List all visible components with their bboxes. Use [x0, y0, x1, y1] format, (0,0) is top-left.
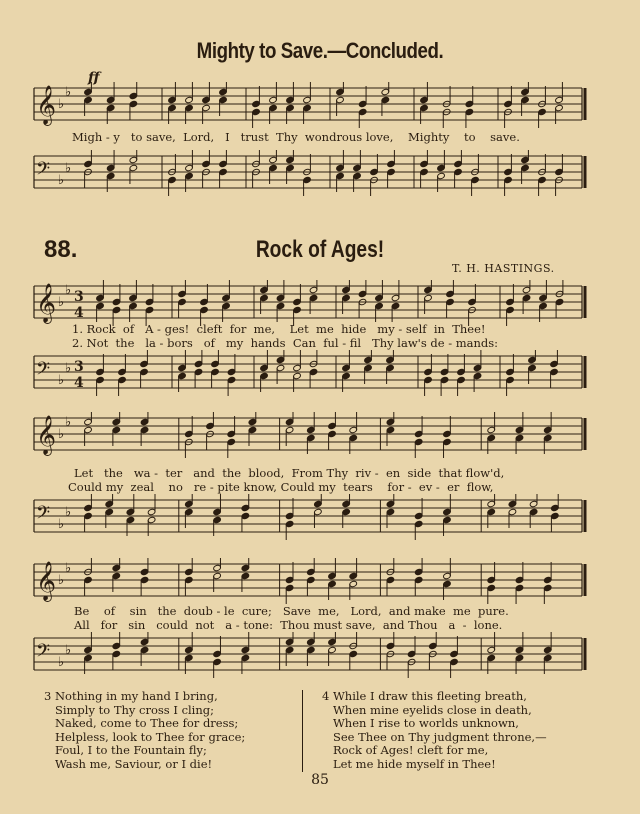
- verse-4-line: When I rise to worlds unknown,: [322, 716, 519, 730]
- staff-system-2-bass: [0, 494, 640, 540]
- time-signature-top: 3: [74, 289, 84, 305]
- lyrics-s2-v1: Let the wa - ter and the blood, From Thy riv - en side that flow'd,: [74, 466, 505, 480]
- flat-icon: ♭: [58, 573, 65, 588]
- hymn-number: 88.: [44, 236, 78, 263]
- verse-4-line: See Thee on Thy judgment throne,—: [322, 729, 547, 744]
- treble-clef-icon: 𝄞: [36, 561, 57, 601]
- time-signature-top: 3: [74, 359, 84, 375]
- flat-icon: ♭: [65, 283, 72, 298]
- staff-system-3-bass: [0, 632, 640, 678]
- verse-4-line: When mine eyelids close in death,: [322, 702, 532, 717]
- lyrics-s1-v1: 1. Rock of A - ges! cleft for me, Let me hide my - self in Thee!: [72, 322, 486, 336]
- verse-3-line: Simply to Thy cross I cling;: [44, 702, 215, 717]
- flat-icon: ♭: [58, 655, 65, 670]
- verse-4-line: Let me hide myself in Thee!: [322, 756, 496, 771]
- staff-system-3-treble: [0, 558, 640, 604]
- treble-clef-icon: 𝄞: [36, 283, 57, 323]
- verse-3-line: Helpless, look to Thee for grace;: [44, 729, 246, 744]
- bass-clef-icon: 𝄢: [36, 159, 51, 184]
- verse-3-line: Foul, I to the Fountain fly;: [44, 743, 207, 757]
- flat-icon: ♭: [65, 361, 72, 376]
- dynamic-marking: ff: [88, 70, 100, 86]
- lyrics-s3-v1: Be of sin the doub - le cure; Save me, Lord, and make me pure.: [74, 604, 509, 618]
- hymn-title: Rock of Ages!: [255, 236, 385, 263]
- flat-icon: ♭: [65, 85, 72, 100]
- verse-divider: [302, 690, 303, 772]
- staff-system-0-treble: [0, 82, 640, 128]
- verse-3-line: 3 Nothing in my hand I bring,: [44, 689, 218, 703]
- flat-icon: ♭: [58, 373, 65, 388]
- verse-4: [322, 690, 547, 771]
- flat-icon: ♭: [65, 161, 72, 176]
- bass-clef-icon: 𝄢: [36, 641, 51, 666]
- flat-icon: ♭: [65, 561, 72, 576]
- lyrics-concluded: Migh - y to save, Lord, I trust Thy wondrous love, Mighty to save.: [72, 130, 520, 144]
- verse-3-line: Wash me, Saviour, or I die!: [44, 756, 213, 771]
- composer-credit: T. H. HASTINGS.: [452, 262, 555, 275]
- staff-system-2-treble: [0, 412, 640, 458]
- bass-clef-icon: 𝄢: [36, 359, 51, 384]
- verse-3-line: Naked, come to Thee for dress;: [44, 716, 239, 730]
- time-signature-bottom: 4: [74, 375, 84, 391]
- page-number: 85: [311, 772, 329, 788]
- treble-clef-icon: 𝄞: [36, 85, 57, 125]
- verse-3: [44, 690, 245, 771]
- flat-icon: ♭: [58, 427, 65, 442]
- lyrics-s1-v2: 2. Not the la - bors of my hands Can ful - fil Thy law's de - mands:: [72, 336, 499, 350]
- staff-system-1-treble: [0, 280, 640, 326]
- lyrics-s3-v2: All for sin could not a - tone: Thou must save, and Thou a - lone.: [74, 618, 503, 632]
- section-title-concluded: Mighty to Save.—Concluded.: [196, 38, 444, 63]
- flat-icon: ♭: [58, 173, 65, 188]
- verse-4-line: 4 While I draw this fleeting breath,: [322, 689, 527, 703]
- treble-clef-icon: 𝄞: [36, 415, 57, 455]
- flat-icon: ♭: [65, 505, 72, 520]
- flat-icon: ♭: [58, 295, 65, 310]
- staff-system-0-bass: [0, 150, 640, 196]
- lyrics-s2-v2: Could my zeal no re - pite know, Could my tears for - ev - er flow,: [68, 480, 494, 494]
- staff-system-1-bass: [0, 350, 640, 396]
- verse-4-line: Rock of Ages! cleft for me,: [322, 743, 489, 757]
- flat-icon: ♭: [58, 97, 65, 112]
- bass-clef-icon: 𝄢: [36, 503, 51, 528]
- flat-icon: ♭: [58, 517, 65, 532]
- flat-icon: ♭: [65, 643, 72, 658]
- time-signature-bottom: 4: [74, 305, 84, 321]
- flat-icon: ♭: [65, 415, 72, 430]
